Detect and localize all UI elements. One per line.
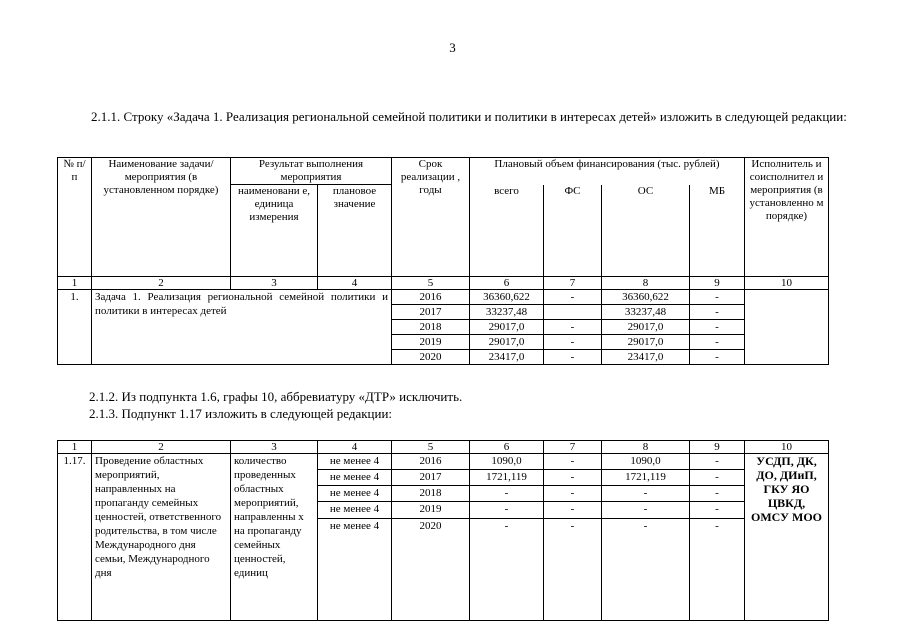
header-result-value: плановое значение <box>318 185 392 277</box>
value-cell: не менее 4 <box>318 454 392 470</box>
total-cell: 33237,48 <box>470 305 544 320</box>
column-number: 4 <box>318 441 392 454</box>
year-cell: 2017 <box>392 470 470 486</box>
year-cell: 2019 <box>392 335 470 350</box>
value-cell: не менее 4 <box>318 502 392 518</box>
measure-name-cell <box>92 454 231 621</box>
filler-cell <box>544 534 602 621</box>
value-cell: не менее 4 <box>318 486 392 502</box>
fs-cell: - <box>544 335 602 350</box>
mb-cell: - <box>690 320 745 335</box>
year-cell: 2018 <box>392 486 470 502</box>
column-number: 2 <box>92 277 231 290</box>
year-cell: 2016 <box>392 290 470 305</box>
table-row <box>58 290 829 305</box>
total-cell: - <box>470 486 544 502</box>
column-number: 4 <box>318 277 392 290</box>
fs-cell: - <box>544 320 602 335</box>
os-cell: 33237,48 <box>602 305 690 320</box>
row-number: 1. <box>58 290 92 365</box>
mb-cell: - <box>690 290 745 305</box>
column-number: 9 <box>690 277 745 290</box>
column-number-row <box>58 441 829 454</box>
year-cell: 2016 <box>392 454 470 470</box>
filler-cell <box>690 534 745 621</box>
column-number: 2 <box>92 441 231 454</box>
header-executor: Исполнитель и соисполнител и мероприятия (в установленно м порядке) <box>745 158 829 277</box>
column-number: 6 <box>470 277 544 290</box>
header-term: Срок реализации , годы <box>392 158 470 277</box>
fs-cell: - <box>544 290 602 305</box>
filler-cell <box>602 534 690 621</box>
fs-cell: - <box>544 454 602 470</box>
column-number: 7 <box>544 277 602 290</box>
total-cell: 36360,622 <box>470 290 544 305</box>
funding-table-task-1 <box>57 157 829 365</box>
fs-cell: - <box>544 486 602 502</box>
year-cell: 2020 <box>392 350 470 365</box>
paragraph-2-1-1: 2.1.1. Строку «Задача 1. Реализация региональной семейной политики и политики в интересах детей» изложить в следующей редакции: <box>91 109 847 124</box>
executor-cell <box>745 290 829 365</box>
mb-cell: - <box>690 502 745 518</box>
value-cell: не менее 4 <box>318 518 392 534</box>
header-os: ОС <box>602 185 690 277</box>
header-name: Наименование задачи/мероприятия (в установленном порядке) <box>92 158 231 277</box>
header-result: Результат выполнения мероприятия <box>231 158 392 185</box>
filler-cell <box>318 534 392 621</box>
os-cell: 29017,0 <box>602 335 690 350</box>
column-number: 5 <box>392 277 470 290</box>
filler-cell <box>392 534 470 621</box>
header-row <box>58 158 829 185</box>
os-cell: 1721,119 <box>602 470 690 486</box>
column-number-row <box>58 277 829 290</box>
executor-cell: УСДП, ДК, ДО, ДИиП, ГКУ ЯО ЦВКД, ОМСУ МОО <box>745 454 829 621</box>
column-number: 3 <box>231 277 318 290</box>
table-row <box>58 454 829 470</box>
column-number: 8 <box>602 441 690 454</box>
task-name: Задача 1. Реализация региональной семейной политики и политики в интересах детей <box>92 290 392 365</box>
os-cell: - <box>602 518 690 534</box>
column-number: 10 <box>745 441 829 454</box>
result-name: количество проведенных областных мероприятий, направленны х на пропаганду семейных ценностей, единиц <box>234 455 304 579</box>
mb-cell: - <box>690 335 745 350</box>
os-cell: 23417,0 <box>602 350 690 365</box>
filler-cell <box>470 534 544 621</box>
measure-1-17-table <box>57 440 829 621</box>
column-number: 6 <box>470 441 544 454</box>
fs-cell <box>544 305 602 320</box>
column-number: 8 <box>602 277 690 290</box>
header-fs: ФС <box>544 185 602 277</box>
column-number: 5 <box>392 441 470 454</box>
mb-cell: - <box>690 305 745 320</box>
mb-cell: - <box>690 486 745 502</box>
total-cell: - <box>470 502 544 518</box>
os-cell: 29017,0 <box>602 320 690 335</box>
total-cell: 29017,0 <box>470 320 544 335</box>
os-cell: - <box>602 502 690 518</box>
paragraph-2-1-2: 2.1.2. Из подпункта 1.6, графы 10, аббревиатуру «ДТР» исключить. <box>89 389 463 404</box>
column-number: 3 <box>231 441 318 454</box>
fs-cell: - <box>544 518 602 534</box>
column-number: 7 <box>544 441 602 454</box>
result-name-cell <box>231 454 318 621</box>
year-cell: 2020 <box>392 518 470 534</box>
measure-name: Проведение областных мероприятий, направленных на пропаганду семейных ценностей, ответственного родительства, в том числе Международного дня семьи, Международного дня <box>95 455 222 579</box>
fs-cell: - <box>544 470 602 486</box>
os-cell: - <box>602 486 690 502</box>
total-cell: 1721,119 <box>470 470 544 486</box>
total-cell: - <box>470 518 544 534</box>
value-cell: не менее 4 <box>318 470 392 486</box>
header-total: всего <box>470 185 544 277</box>
fs-cell: - <box>544 350 602 365</box>
column-number: 10 <box>745 277 829 290</box>
year-cell: 2018 <box>392 320 470 335</box>
mb-cell: - <box>690 518 745 534</box>
os-cell: 1090,0 <box>602 454 690 470</box>
year-cell: 2017 <box>392 305 470 320</box>
column-number: 1 <box>58 277 92 290</box>
mb-cell: - <box>690 470 745 486</box>
header-no: № п/п <box>58 158 92 277</box>
total-cell: 23417,0 <box>470 350 544 365</box>
page-number: 3 <box>449 40 456 55</box>
total-cell: 1090,0 <box>470 454 544 470</box>
paragraph-2-1-3: 2.1.3. Подпункт 1.17 изложить в следующей редакции: <box>89 406 393 421</box>
fs-cell: - <box>544 502 602 518</box>
column-number: 9 <box>690 441 745 454</box>
mb-cell: - <box>690 350 745 365</box>
header-funding: Плановый объем финансирования (тыс. рублей) <box>470 158 745 185</box>
header-result-name: наименовани е, единица измерения <box>231 185 318 277</box>
mb-cell: - <box>690 454 745 470</box>
os-cell: 36360,622 <box>602 290 690 305</box>
year-cell: 2019 <box>392 502 470 518</box>
total-cell: 29017,0 <box>470 335 544 350</box>
column-number: 1 <box>58 441 92 454</box>
row-number: 1.17. <box>58 454 92 621</box>
header-mb: МБ <box>690 185 745 277</box>
